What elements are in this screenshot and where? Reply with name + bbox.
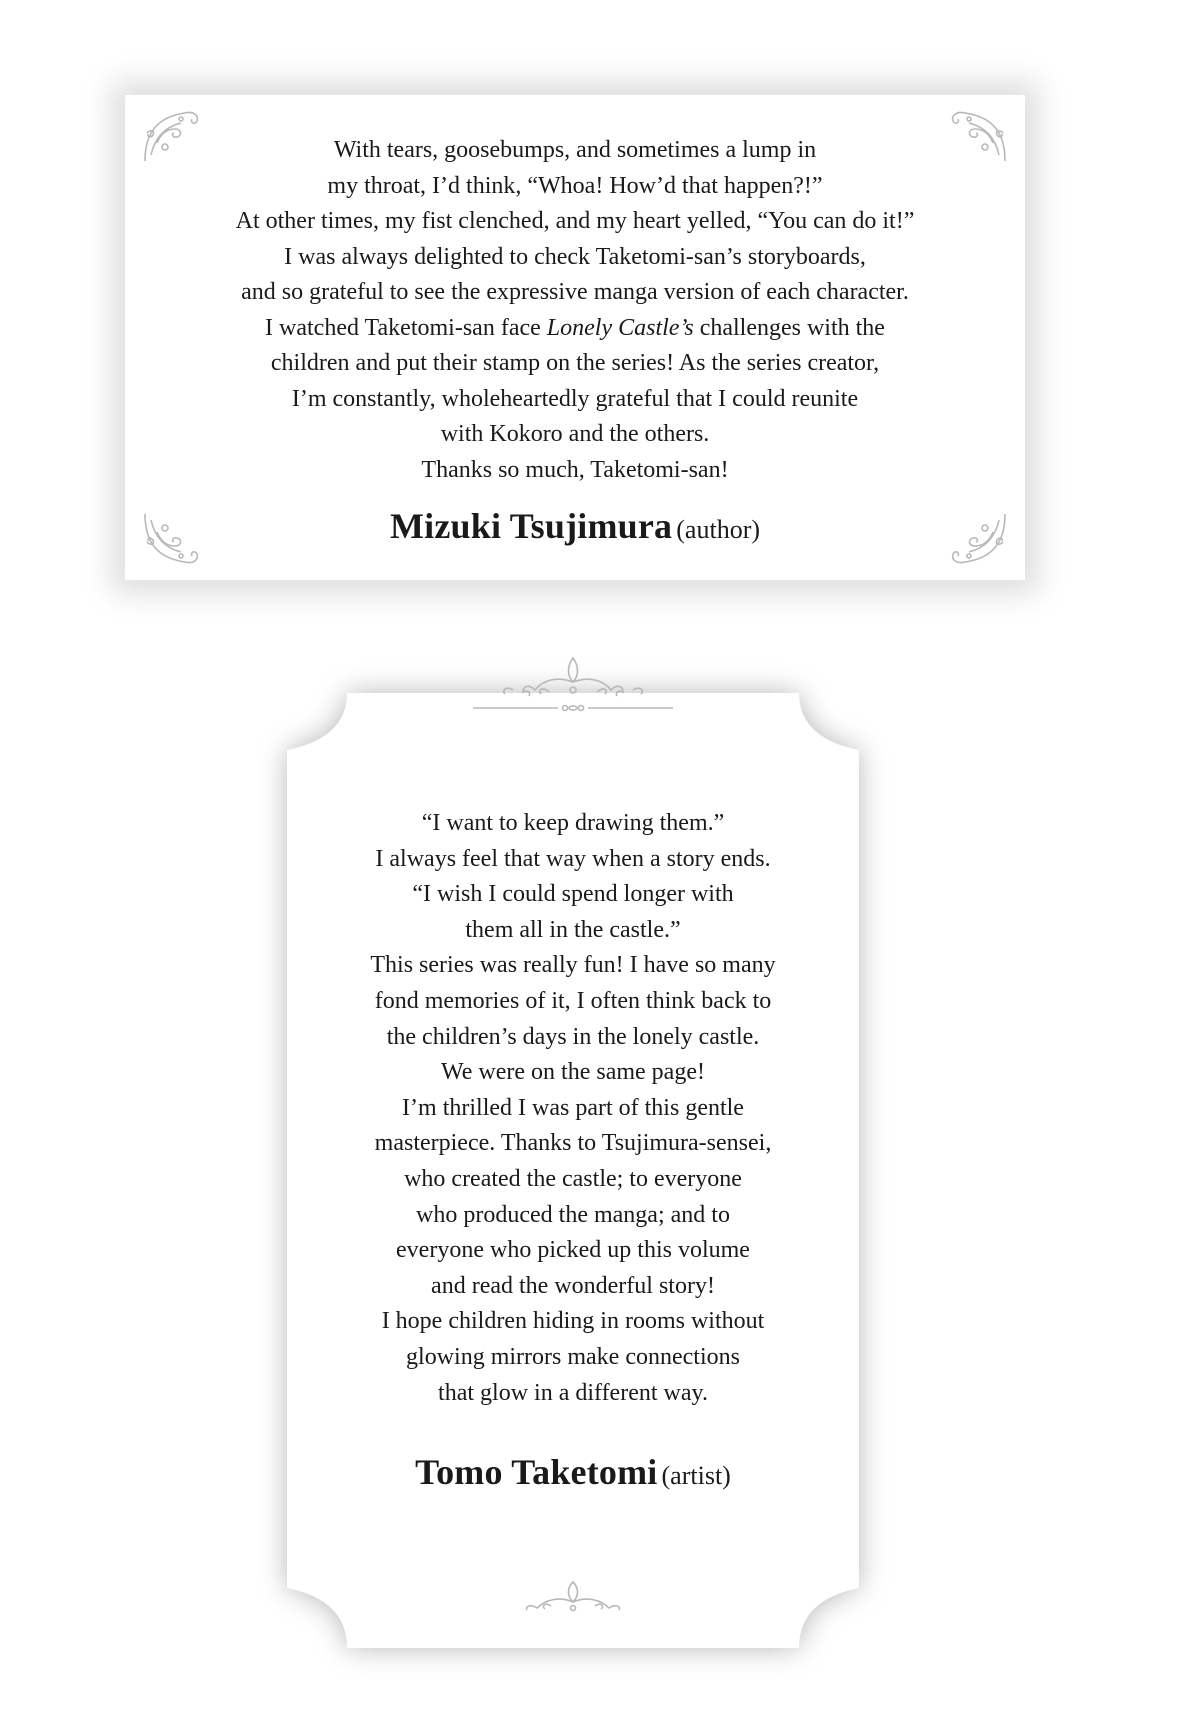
artist-message-line: We were on the same page! [441, 1059, 705, 1086]
artist-name: Tomo Taketomi [415, 1452, 658, 1492]
author-message-line: my throat, I’d think, “Whoa! How’d that happen?!” [327, 172, 823, 199]
author-message-text: I watched Taketomi-san face [265, 314, 547, 341]
ornament-bottom [505, 1576, 641, 1616]
artist-message [287, 806, 859, 1411]
author-message-line [125, 311, 1025, 347]
author-name: Mizuki Tsujimura [389, 506, 673, 546]
author-message-line: Thanks so much, Taketomi-san! [421, 456, 729, 483]
artist-message-line: them all in the castle.” [465, 916, 681, 943]
artist-message-line: the children’s days in the lonely castle. [386, 1023, 760, 1050]
artist-message-line: who produced the manga; and to [416, 1201, 730, 1228]
artist-message-line: “I wish I could spend longer with [412, 881, 734, 908]
artist-note-card [287, 658, 859, 1688]
artist-message-line: “I want to keep drawing them.” [421, 810, 725, 836]
author-message-line: With tears, goosebumps, and sometimes a lump in [333, 137, 817, 163]
artist-signature [287, 1451, 859, 1493]
artist-message-line: I’m thrilled I was part of this gentle [402, 1094, 744, 1121]
author-message-line: I’m constantly, wholeheartedly grateful that I could reunite [291, 385, 859, 412]
artist-message-line: who created the castle; to everyone [404, 1165, 742, 1192]
artist-message-line: glowing mirrors make connections [406, 1343, 740, 1370]
author-signature [125, 505, 1025, 547]
author-message-line: I was always delighted to check Taketomi-san’s storyboards, [284, 243, 866, 270]
artist-message-line: fond memories of it, I often think back to [374, 987, 772, 1014]
artist-message-line: I always feel that way when a story ends. [375, 845, 771, 872]
author-message-line: At other times, my fist clenched, and my heart yelled, “You can do it!” [235, 208, 915, 234]
author-message [125, 133, 1025, 488]
artist-message-line: everyone who picked up this volume [396, 1237, 750, 1264]
artist-message-line: and read the wonderful story! [431, 1272, 715, 1299]
author-role: (author) [676, 515, 761, 544]
author-message-line: children and put their stamp on the series! As the series creator, [270, 350, 880, 376]
author-message-text: challenges with the [693, 314, 885, 341]
artist-role: (artist) [661, 1461, 731, 1490]
artist-message-line: that glow in a different way. [438, 1379, 708, 1406]
author-message-line: with Kokoro and the others. [440, 421, 710, 447]
artist-message-line: This series was really fun! I have so many [370, 952, 776, 979]
book-title: Lonely Castle’s [546, 314, 694, 341]
ornament-top [473, 646, 673, 716]
artist-message-line: masterpiece. Thanks to Tsujimura-sensei, [374, 1130, 772, 1157]
author-message-line: and so grateful to see the expressive manga version of each character. [241, 279, 909, 305]
artist-message-line: I hope children hiding in rooms without [381, 1308, 765, 1335]
author-note-card [125, 95, 1025, 580]
